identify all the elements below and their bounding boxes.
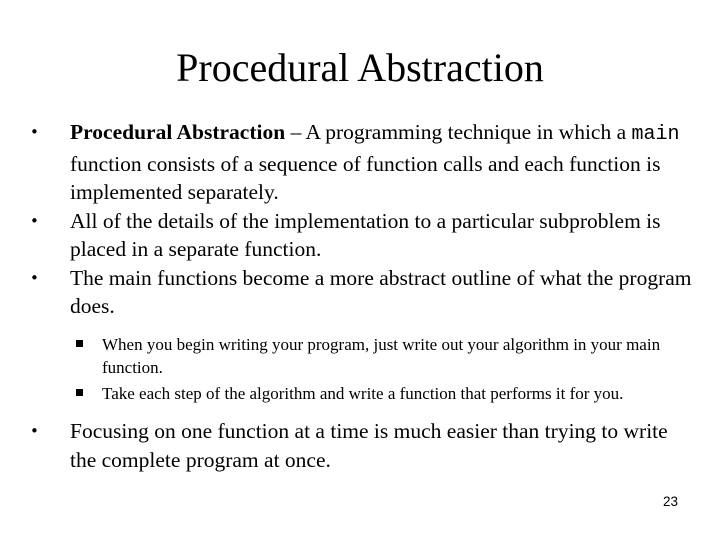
sub-bullet-text: When you begin writing your program, just write out your algorithm in your main function. bbox=[102, 334, 661, 377]
bullet-dot-icon: • bbox=[30, 268, 39, 287]
sub-bullet-text: Take each step of the algorithm and write a function that performs it for you. bbox=[102, 383, 624, 403]
bullet-text: All of the details of the implementation to a particular subproblem is placed in a separate function. bbox=[70, 208, 661, 261]
bullet-dot-icon: • bbox=[30, 211, 39, 230]
square-bullet-icon bbox=[76, 389, 83, 396]
bullet-list bbox=[28, 118, 698, 474]
sub-bullet-container bbox=[28, 333, 698, 406]
slide-title: Procedural Abstraction bbox=[176, 45, 544, 90]
bullet-focusing bbox=[28, 417, 698, 474]
code-main: main bbox=[631, 123, 680, 146]
sub-bullet-item bbox=[70, 382, 672, 406]
bullet-text: – A programming technique in which a bbox=[285, 120, 632, 144]
sub-bullet-item bbox=[70, 333, 672, 380]
bullet-dot-icon: • bbox=[30, 123, 39, 141]
bullet-text: function consists of a sequence of function calls and each function is implemented separately. bbox=[70, 151, 661, 204]
page-number: 23 bbox=[662, 494, 678, 509]
bullet-details bbox=[28, 207, 698, 264]
bullet-dot-icon: • bbox=[30, 422, 39, 440]
bullet-procedural-abstraction bbox=[28, 118, 698, 207]
bullet-main-functions bbox=[28, 264, 698, 321]
sub-bullet-list bbox=[70, 333, 698, 406]
bullet-text: The main functions become a more abstract outline of what the program does. bbox=[70, 265, 692, 318]
bullet-text: Focusing on one function at a time is much easier than trying to write the complete program at once. bbox=[70, 419, 668, 472]
square-bullet-icon bbox=[76, 340, 83, 347]
bullet-term: Procedural Abstraction bbox=[70, 120, 286, 144]
